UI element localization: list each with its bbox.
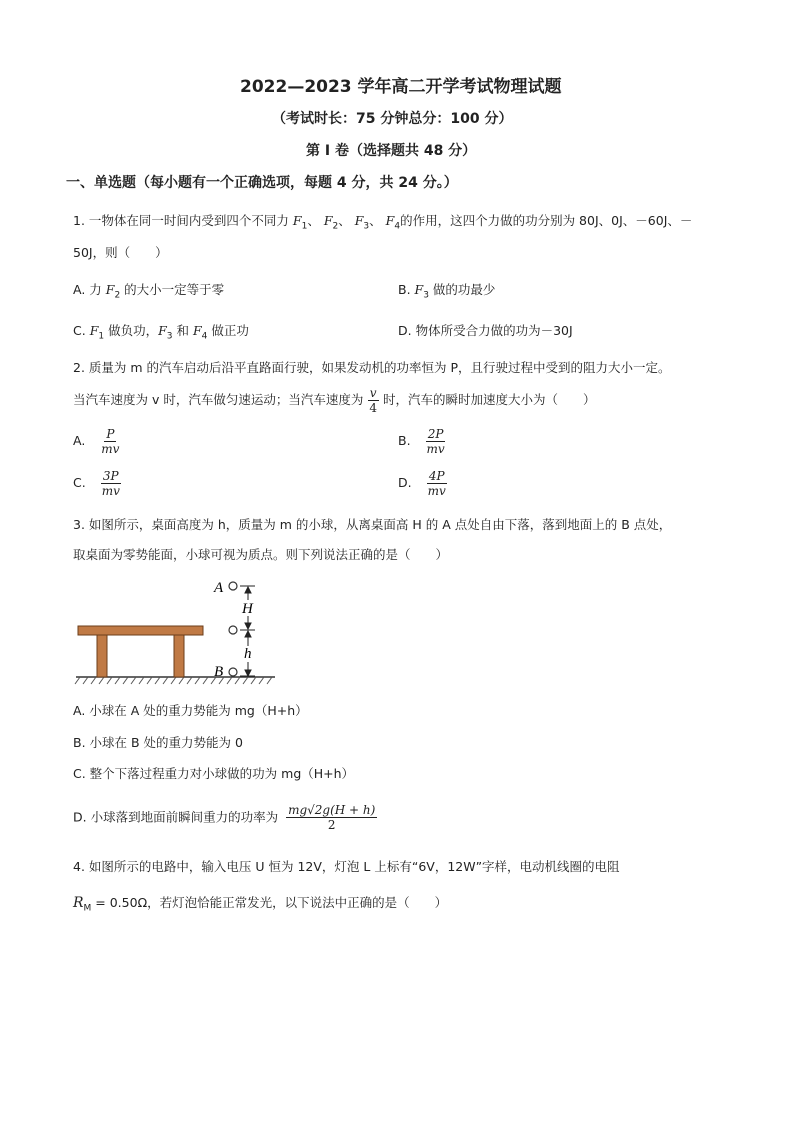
ball-b	[229, 668, 237, 676]
ground	[75, 677, 275, 684]
q1-stem-cont: 50J，则（ ）	[73, 245, 168, 260]
q4-line1: 4. 如图所示的电路中，输入电压 U 恒为 12V，灯泡 L 上标有“6V，12W”字样，电动机线圈的电阻	[73, 859, 620, 874]
q4-line2: $R_M = 0.50\Omega$，若灯泡恰能正常发光，以下说法中正确的是（ ）	[73, 895, 448, 914]
q2-line2: 当汽车速度为 v 时，汽车做匀速运动；当汽车速度为 $\frac{v}{4}$ 时，汽车的瞬时加速度大小为（ ）	[73, 386, 596, 415]
q1-option-a: A. 力 $F_2$ 的大小一定等于零	[73, 282, 225, 301]
label-h: h	[244, 646, 252, 662]
ball-table-level	[229, 626, 237, 634]
q3-line1: 3. 如图所示，桌面高度为 h，质量为 m 的小球，从离桌面高 H 的 A 点处自由下落，落到地面上的 B 点处，	[73, 517, 672, 532]
exam-info: （考试时长：75 分钟总分：100 分）	[272, 111, 513, 127]
q3-line2: 取桌面为零势能面，小球可视为质点。则下列说法正确的是（ ）	[73, 547, 449, 562]
q3-figure	[70, 576, 280, 688]
q1-stem: 1. 一物体在同一时间内受到四个不同力 $F_1$、 $F_2$、 $F_3$、 $F_4$的作用，这四个力做的功分别为 80J、0J、－60J、－	[73, 213, 693, 232]
q1-option-d: D. 物体所受合力做的功为－30J	[398, 323, 573, 338]
q2-option-d: D. $\frac{4P}{mv}$	[398, 469, 446, 498]
label-a: A	[214, 580, 224, 596]
q2-option-b: B. $\frac{2P}{mv}$	[398, 427, 445, 456]
label-b: B	[214, 664, 224, 680]
q3-d-fraction: $\frac{mg√2g(H + h)}{2}$	[288, 803, 376, 832]
q3-option-a: A. 小球在 A 处的重力势能为 mg（H+h）	[73, 703, 308, 718]
label-H: H	[242, 601, 253, 617]
q2-option-c: C. $\frac{3P}{mv}$	[73, 469, 120, 498]
table	[78, 626, 203, 677]
q2-option-a: A. $\frac{P}{mv}$	[73, 427, 120, 456]
exam-title: 2022—2023 学年高二开学考试物理试题	[240, 77, 562, 97]
q3-option-d: D. 小球落到地面前瞬间重力的功率为 $\frac{mg√2g(H + h)}{2}$	[73, 803, 376, 832]
q2-fraction: $\frac{v}{4}$	[369, 386, 377, 415]
ball-a	[229, 582, 237, 590]
q3-option-b: B. 小球在 B 处的重力势能为 0	[73, 735, 243, 750]
q1-option-c: C. $F_1$ 做负功，$F_3$ 和 $F_4$ 做正功	[73, 323, 249, 342]
q3-option-c: C. 整个下落过程重力对小球做的功为 mg（H+h）	[73, 766, 355, 781]
q2-line1: 2. 质量为 m 的汽车启动后沿平直路面行驶，如果发动机的功率恒为 P，且行驶过程中受到的阻力大小一定。	[73, 360, 671, 375]
section-heading: 一、单选题（每小题有一个正确选项，每题 4 分，共 24 分。）	[66, 175, 458, 191]
volume-heading: 第 I 卷（选择题共 48 分）	[306, 143, 477, 159]
q1-option-b: B. $F_3$ 做的功最少	[398, 282, 496, 301]
